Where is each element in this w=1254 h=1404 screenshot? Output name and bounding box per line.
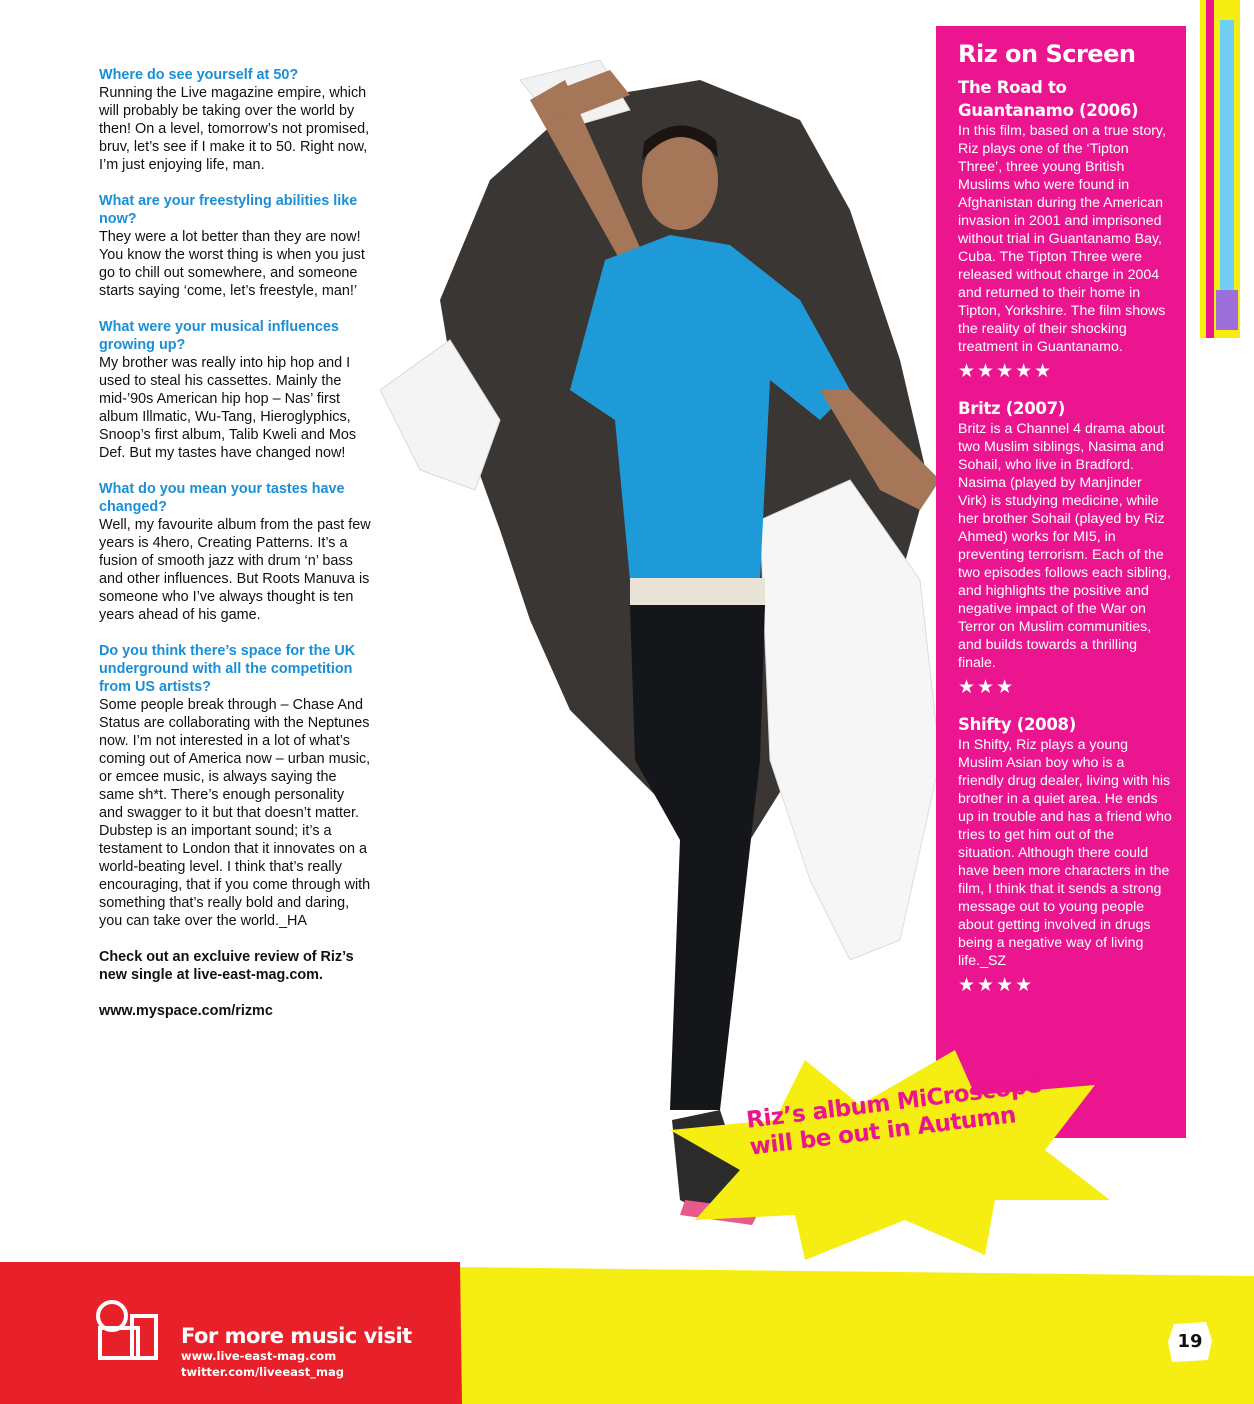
answer: They were a lot better than they are now! You know the worst thing is when you just go to chill out somewhere, and someone starts saying ‘come, let’s freestyle, man!’: [99, 229, 365, 299]
star-rating: ★★★★★: [958, 361, 1054, 382]
sidebar-title: Riz on Screen: [958, 40, 1136, 68]
question: What were your musical influences growing up?: [99, 319, 339, 353]
page-number: 19: [1177, 1331, 1203, 1352]
footer-title: For more music visit: [181, 1324, 412, 1348]
film-description: Britz is a Channel 4 drama about two Muslim siblings, Nasima and Sohail, who live in Bradford. Nasima (played by Manjinder Virk) is studying medicine, while her brother Sohail (played by Riz Ahmed) works for MI5, in preventing terrorism. Each of the two episodes follows each sibling, and highlights the positive and negative impact of the War on Terror on Muslim communities, and builds towards a thrilling finale.: [958, 421, 1171, 671]
film-title: The Road to Guantanamo (2006): [958, 78, 1139, 120]
answer: My brother was really into hip hop and I used to steal his cassettes. Mainly the mid-’90s American hip hop – Nas’ first album Illmatic, Wu-Tang, Hieroglyphics, Snoop’s first album, Talib Kweli and Mos Def. But my tastes have changed now!: [99, 355, 357, 461]
qa-block: [99, 192, 371, 300]
interview-column: [99, 66, 371, 1038]
star-rating: ★★★: [958, 677, 1016, 698]
live-east-logo-icon: [92, 1298, 162, 1368]
answer: Running the Live magazine empire, which will probably be taking over the world by then! On a level, tomorrow’s not promised, bruv, let’s see if I make it to 50. Right now, I’m just enjoying life, man.: [99, 85, 370, 173]
riz-on-screen-sidebar: [936, 26, 1186, 1138]
section-tab: [1200, 0, 1240, 338]
person-jeans: [630, 605, 765, 1110]
tab-stripe: [1206, 0, 1214, 338]
film-description: In Shifty, Riz plays a young Muslim Asian boy who is a friendly drug dealer, living with his brother in a quiet area. He ends up in trouble and has a friend who tries to get him out of the situation. Although there could have been more characters in the film, I think that it sends a strong message out to young people about getting involved in drugs being a negative way of living life._SZ: [958, 737, 1172, 969]
qa-block: [99, 480, 371, 624]
film-title: Britz (2007): [958, 399, 1066, 418]
qa-block: [99, 66, 371, 174]
website-link[interactable]: www.live-east-mag.com: [181, 1349, 337, 1363]
person-belt: [630, 578, 765, 606]
film-description: In this film, based on a true story, Riz plays one of the ‘Tipton Three’, three young British Muslims who were found in Afghanistan during the American invasion in 2001 and imprisoned without trial in Guantanamo Bay, Cuba. The Tipton Three were released without charge in 2004 and returned to their home in Tipton, Yorkshire. The film shows the reality of their shocking treatment in Guantanamo.: [958, 123, 1166, 355]
tab-stripe: [1216, 290, 1238, 330]
star-rating: ★★★★: [958, 975, 1035, 996]
answer: Some people break through – Chase And Status are collaborating with the Neptunes now. I’m not interested in a lot of what’s coming out of America now – urban music, or emcee music, is always saying the same sh*t. There’s enough personality and swagger to it but that doesn’t matter. Dubstep is an important sound; it’s a testament to London that it innovates on a world-beating level. I think that’s really encouraging, that if you come through with something that’s really bold and daring, you can take over the world._HA: [99, 697, 371, 929]
review-link-text[interactable]: Check out an excluive review of Riz’s new single at live-east-mag.com.: [99, 949, 354, 983]
page-number-badge: [1166, 1320, 1214, 1364]
twitter-link[interactable]: twitter.com/liveeast_mag: [181, 1365, 344, 1379]
question: What do you mean your tastes have changed?: [99, 481, 345, 515]
album-announcement: Riz’s album MiCroscope will be out in Autumn: [745, 1071, 1043, 1161]
footer-text: [181, 1324, 412, 1380]
myspace-link[interactable]: www.myspace.com/rizmc: [99, 1003, 273, 1019]
answer: Well, my favourite album from the past few years is 4hero, Creating Patterns. It’s a fusion of smooth jazz with drum ‘n’ bass and other influences. But Roots Manuva is someone who I’ve always thought is ten years ahead of his game.: [99, 517, 371, 623]
sidebar-content: [958, 40, 1172, 1011]
qa-block: [99, 318, 371, 462]
film-title: Shifty (2008): [958, 715, 1076, 734]
question: Where do see yourself at 50?: [99, 67, 299, 83]
paper-flap: [760, 480, 940, 960]
question: Do you think there’s space for the UK underground with all the competition from US artists?: [99, 643, 356, 695]
qa-block: [99, 642, 371, 930]
question: What are your freestyling abilities like now?: [99, 193, 358, 227]
tab-stripe: [1220, 20, 1234, 290]
